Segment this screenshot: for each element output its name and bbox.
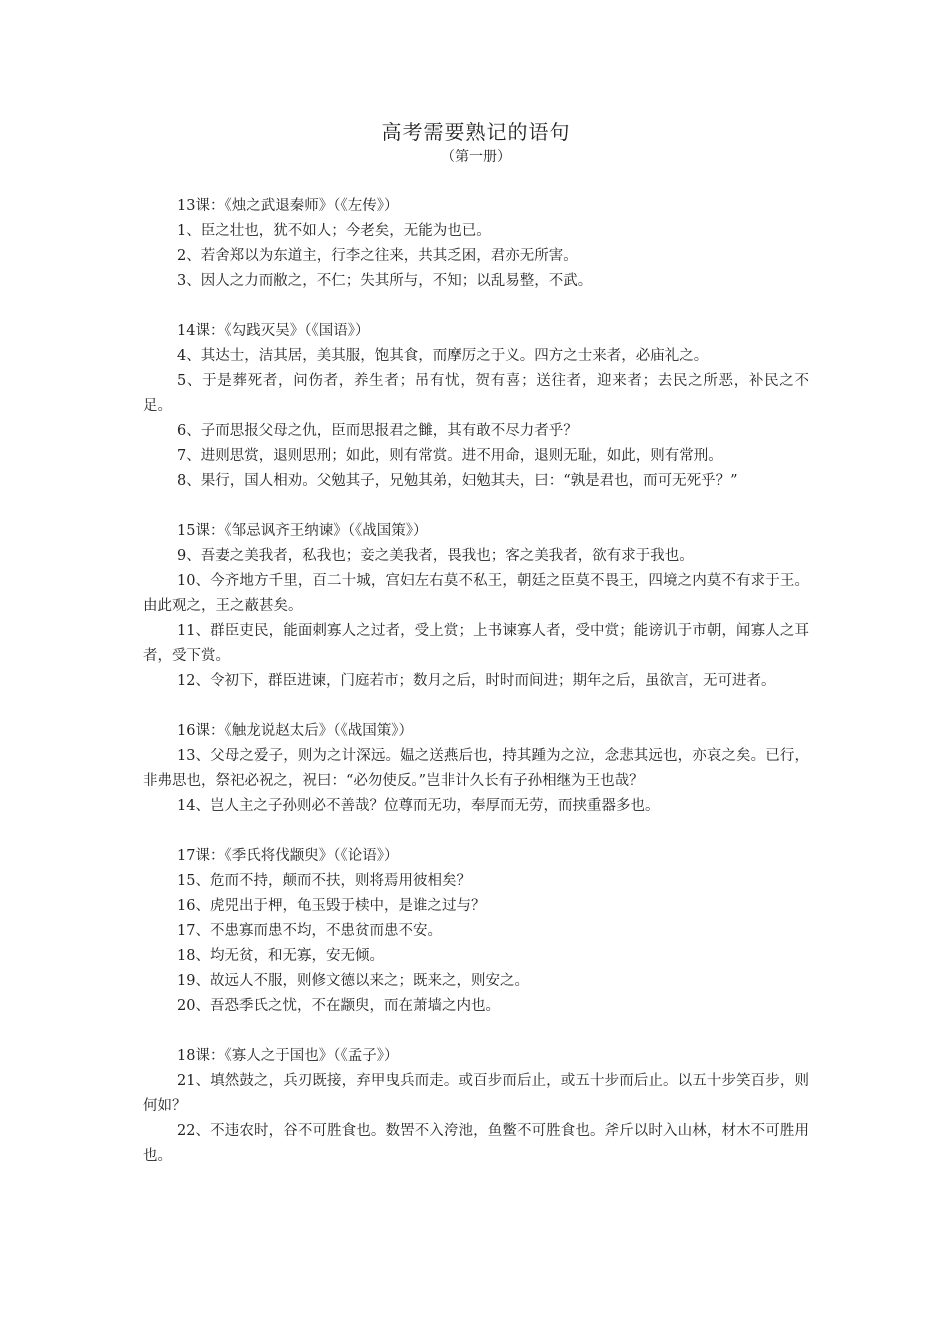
quote-line: 17、不患寡而患不均，不患贫而患不安。: [177, 923, 442, 939]
lesson-16: [143, 719, 809, 819]
document-page: [143, 118, 809, 1194]
quote-line: 6、子而思报父母之仇，臣而思报君之雠，其有敢不尽力者乎？: [177, 423, 578, 439]
quote-line: 8、果行，国人相劝。父勉其子，兄勉其弟，妇勉其夫，曰：“孰是君也，而可无死乎？”: [177, 473, 738, 489]
lesson-heading: 18课：《寡人之于国也》（《孟子》）: [177, 1048, 399, 1064]
quote-line: 16、虎兕出于柙，龟玉毁于椟中，是谁之过与？: [177, 898, 486, 914]
quote-line: 15、危而不持，颠而不扶，则将焉用彼相矣？: [177, 873, 471, 889]
quote-line: 22、不违农时，谷不可胜食也。数罟不入洿池，鱼鳖不可胜食也。斧斤以时入山林，材木不可胜用也。: [143, 1123, 809, 1164]
lesson-heading: 15课：《邹忌讽齐王纳谏》（《战国策》）: [177, 523, 428, 539]
quote-line: 4、其达士，洁其居，美其服，饱其食，而摩厉之于义。四方之士来者，必庙礼之。: [177, 348, 709, 364]
lesson-heading: 14课：《勾践灭吴》（《国语》）: [177, 323, 370, 339]
quote-line: 10、今齐地方千里，百二十城，宫妇左右莫不私王，朝廷之臣莫不畏王，四境之内莫不有求于王。由此观之，王之蔽甚矣。: [143, 573, 809, 614]
lesson-heading: 13课：《烛之武退秦师》（《左传》）: [177, 198, 399, 214]
document-title: 高考需要熟记的语句: [381, 120, 571, 144]
quote-line: 1、臣之壮也，犹不如人；今老矣，无能为也已。: [177, 223, 491, 239]
quote-line: 13、父母之爱子，则为之计深远。媪之送燕后也，持其踵为之泣，念悲其远也，亦哀之矣。已行，非弗思也，祭祀必祝之，祝曰：“必勿使反。”岂非计久长有子孙相继为王也哉？: [143, 748, 809, 789]
quote-line: 21、填然鼓之，兵刃既接，弃甲曳兵而走。或百步而后止，或五十步而后止。以五十步笑百步，则何如？: [143, 1073, 809, 1114]
quote-line: 11、群臣吏民，能面刺寡人之过者，受上赏；上书谏寡人者，受中赏；能谤讥于市朝，闻寡人之耳者，受下赏。: [143, 623, 809, 664]
lesson-17: [143, 844, 809, 1019]
quote-line: 3、因人之力而敝之，不仁；失其所与，不知；以乱易整，不武。: [177, 273, 593, 289]
quote-line: 7、进则思赏，退则思刑；如此，则有常赏。进不用命，退则无耻，如此，则有常刑。: [177, 448, 723, 464]
quote-line: 19、故远人不服，则修文德以来之；既来之，则安之。: [177, 973, 529, 989]
quote-line: 18、均无贫，和无寡，安无倾。: [177, 948, 384, 964]
lesson-heading: 17课：《季氏将伐颛臾》（《论语》）: [177, 848, 399, 864]
document-subtitle: （第一册）: [441, 149, 511, 165]
quote-line: 12、令初下，群臣进谏，门庭若市；数月之后，时时而间进；期年之后，虽欲言，无可进者。: [177, 673, 776, 689]
lesson-heading: 16课：《触龙说赵太后》（《战国策》）: [177, 723, 413, 739]
lesson-15: [143, 519, 809, 694]
lesson-18: [143, 1044, 809, 1169]
quote-line: 5、于是葬死者，问伤者，养生者；吊有忧，贺有喜；送往者，迎来者；去民之所恶，补民之不足。: [143, 373, 809, 414]
lesson-13: [143, 194, 809, 294]
quote-line: 20、吾恐季氏之忧，不在颛臾，而在萧墙之内也。: [177, 998, 500, 1014]
quote-line: 14、岂人主之子孙则必不善哉？位尊而无功，奉厚而无劳，而挟重器多也。: [177, 798, 660, 814]
lesson-14: [143, 319, 809, 494]
quote-line: 9、吾妻之美我者，私我也；妾之美我者，畏我也；客之美我者，欲有求于我也。: [177, 548, 694, 564]
quote-line: 2、若舍郑以为东道主，行李之往来，共其乏困，君亦无所害。: [177, 248, 578, 264]
